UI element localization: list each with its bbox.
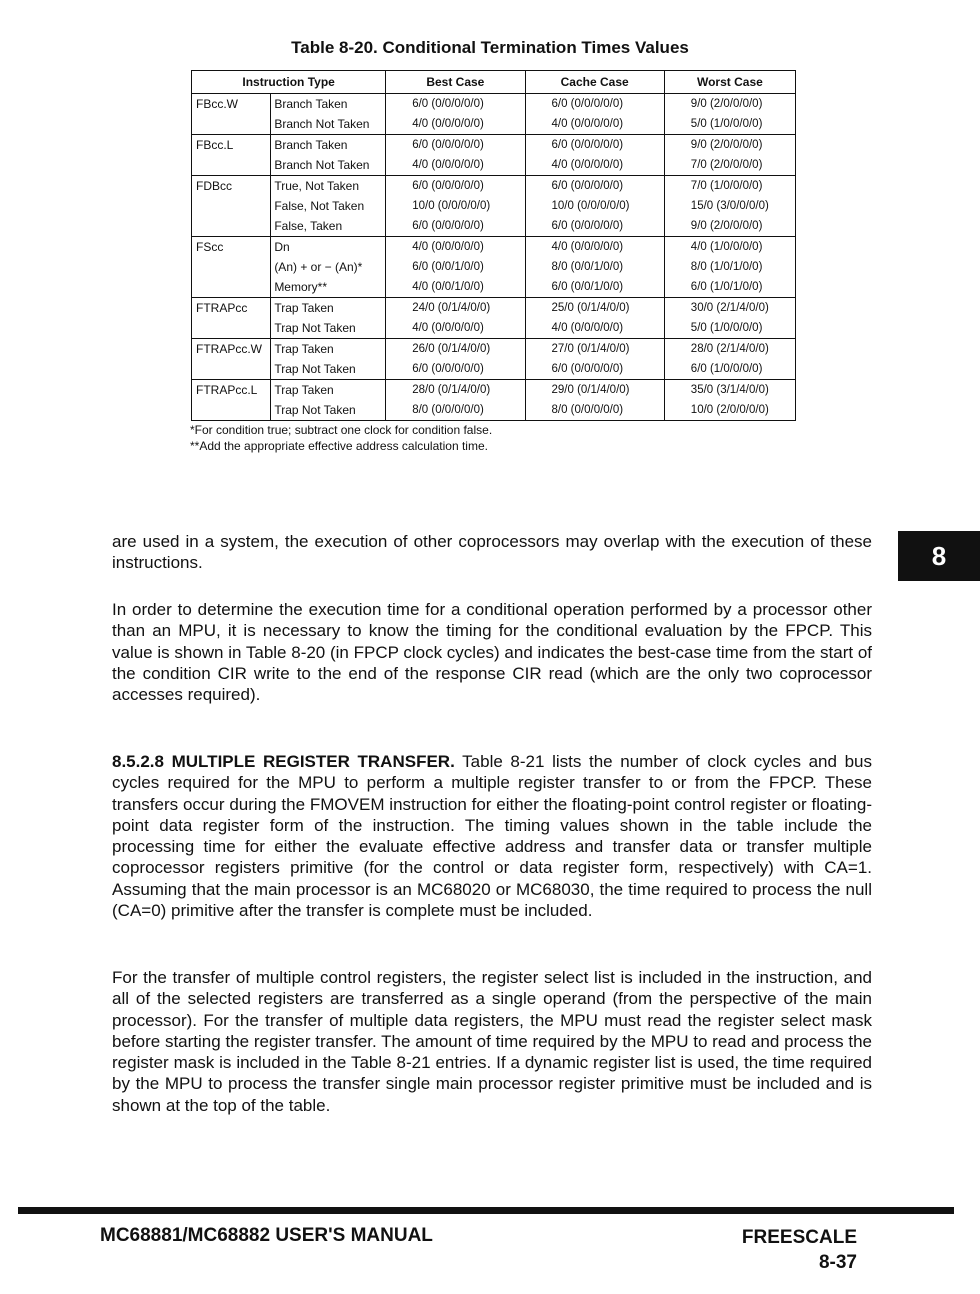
timing-cell: 4/0 (1/0/0/0/0) (664, 237, 795, 258)
table-row (192, 155, 796, 176)
instruction-cell (192, 257, 271, 277)
timing-cell: 27/0 (0/1/4/0/0) (525, 339, 664, 360)
timing-cell: 6/0 (0/0/1/0/0) (386, 257, 525, 277)
condition-cell: Branch Not Taken (271, 114, 386, 135)
timing-cell: 6/0 (0/0/0/0/0) (386, 94, 525, 115)
timing-cell: 6/0 (0/0/0/0/0) (525, 176, 664, 197)
instruction-cell (192, 114, 271, 135)
timing-cell: 28/0 (0/1/4/0/0) (386, 380, 525, 401)
table-row (192, 196, 796, 216)
instruction-cell (192, 196, 271, 216)
table-row (192, 257, 796, 277)
timing-cell: 10/0 (2/0/0/0/0) (664, 400, 795, 421)
table-row (192, 380, 796, 401)
timing-cell: 6/0 (1/0/1/0/0) (664, 277, 795, 298)
condition-cell: False, Not Taken (271, 196, 386, 216)
header-instruction-type: Instruction Type (192, 71, 386, 94)
table-row (192, 359, 796, 380)
page-number: 8-37 (818, 1252, 857, 1273)
table-row (192, 114, 796, 135)
footnote-1: *For condition true; subtract one clock for condition false. (190, 423, 493, 437)
paragraph-3-text: Table 8-21 lists the number of clock cycles and bus cycles required for the MPU to perform a multiple register transfer to or from the FPCP. These transfers occur during the FMOVEM instruction for either the floating-point control register or floating-point data register form of the instruction. The timing values shown in the table include the processing time for either the evaluate effective address and transfer data or transfer multiple coprocessor registers primitive (for the control or data register form, respectively) with CA=1. Assuming that the main processor is an MC68020 or MC68030, the time required to process the null (CA=0) primitive after the transfer is complete must be included. (112, 752, 873, 921)
timing-cell: 8/0 (0/0/0/0/0) (386, 400, 525, 421)
timing-cell: 6/0 (0/0/0/0/0) (525, 359, 664, 380)
timing-cell: 8/0 (0/0/1/0/0) (525, 257, 664, 277)
instruction-cell (192, 216, 271, 237)
paragraph-2: In order to determine the execution time for a conditional operation performed by a processor other than an MPU, it is necessary to know the timing for the conditional evaluation by the FPCP. This value is shown in Table 8-20 (in FPCP clock cycles) and indicates the best-case time from the start of the condition CIR write to the end of the response CIR read (which are the only two coprocessor accesses required). (112, 600, 872, 705)
table-row (192, 176, 796, 197)
timing-cell: 15/0 (3/0/0/0/0) (664, 196, 795, 216)
condition-cell: Trap Taken (271, 298, 386, 319)
condition-cell: Branch Not Taken (271, 155, 386, 176)
brand-name: FREESCALE (741, 1227, 857, 1248)
instruction-cell: FBcc.L (192, 135, 271, 156)
chapter-tab: 8 (898, 531, 980, 581)
condition-cell: Trap Not Taken (271, 318, 386, 339)
table-row (192, 216, 796, 237)
timing-cell: 10/0 (0/0/0/0/0) (525, 196, 664, 216)
timing-cell: 24/0 (0/1/4/0/0) (386, 298, 525, 319)
timing-cell: 35/0 (3/1/4/0/0) (664, 380, 795, 401)
table-row (192, 94, 796, 115)
table-row (192, 237, 796, 258)
timing-cell: 28/0 (2/1/4/0/0) (664, 339, 795, 360)
table-row (192, 318, 796, 339)
section-heading: 8.5.2.8 MULTIPLE REGISTER TRANSFER. (112, 752, 455, 771)
table-row (192, 400, 796, 421)
timing-cell: 6/0 (0/0/0/0/0) (525, 94, 664, 115)
timing-cell: 4/0 (0/0/1/0/0) (386, 277, 525, 298)
instruction-cell (192, 277, 271, 298)
timing-cell: 6/0 (0/0/1/0/0) (525, 277, 664, 298)
instruction-cell: FTRAPcc.L (192, 380, 271, 401)
timing-cell: 4/0 (0/0/0/0/0) (386, 114, 525, 135)
timing-cell: 4/0 (0/0/0/0/0) (525, 155, 664, 176)
table-row (192, 277, 796, 298)
timing-cell: 6/0 (0/0/0/0/0) (525, 135, 664, 156)
condition-cell: True, Not Taken (271, 176, 386, 197)
table-row (192, 135, 796, 156)
header-cache-case: Cache Case (525, 71, 664, 94)
instruction-cell: FBcc.W (192, 94, 271, 115)
instruction-cell: FScc (192, 237, 271, 258)
instruction-cell (192, 318, 271, 339)
instruction-cell (192, 400, 271, 421)
paragraph-1: are used in a system, the execution of other coprocessors may overlap with the execution of these instructions. (112, 532, 872, 573)
termination-times-table (191, 70, 796, 421)
timing-cell: 4/0 (0/0/0/0/0) (386, 237, 525, 258)
instruction-cell (192, 155, 271, 176)
condition-cell: (An) + or − (An)* (271, 257, 386, 277)
footnote-2: **Add the appropriate effective address calculation time. (190, 439, 488, 453)
timing-cell: 5/0 (1/0/0/0/0) (664, 114, 795, 135)
footer-right (740, 1225, 857, 1275)
header-worst-case: Worst Case (664, 71, 795, 94)
timing-cell: 6/0 (0/0/0/0/0) (386, 216, 525, 237)
paragraph-4: For the transfer of multiple control registers, the register select list is included in the instruction, and all of the selected registers are transferred as a single operand (from the perspective of the main processor). For the transfer of multiple data registers, the MPU must read the register select mask before starting the register transfer. The amount of time required by the MPU to read and process the register mask is included in the Table 8-21 entries. If a dynamic register list is used, the time required by the MPU to process the transfer single main processor register primitive must be included and is shown at the top of the table. (112, 968, 872, 1115)
timing-cell: 6/0 (1/0/0/0/0) (664, 359, 795, 380)
table-title: Table 8-20. Conditional Termination Times Values (291, 38, 689, 57)
timing-cell: 30/0 (2/1/4/0/0) (664, 298, 795, 319)
condition-cell: Trap Not Taken (271, 400, 386, 421)
timing-cell: 4/0 (0/0/0/0/0) (525, 318, 664, 339)
condition-cell: Branch Taken (271, 135, 386, 156)
timing-cell: 25/0 (0/1/4/0/0) (525, 298, 664, 319)
timing-cell: 4/0 (0/0/0/0/0) (386, 155, 525, 176)
timing-cell: 6/0 (0/0/0/0/0) (525, 216, 664, 237)
timing-cell: 4/0 (0/0/0/0/0) (525, 114, 664, 135)
timing-cell: 4/0 (0/0/0/0/0) (525, 237, 664, 258)
table-body (192, 94, 796, 421)
instruction-cell: FDBcc (192, 176, 271, 197)
table-row (192, 298, 796, 319)
timing-cell: 29/0 (0/1/4/0/0) (525, 380, 664, 401)
condition-cell: False, Taken (271, 216, 386, 237)
timing-cell: 8/0 (1/0/1/0/0) (664, 257, 795, 277)
timing-cell: 4/0 (0/0/0/0/0) (386, 318, 525, 339)
timing-cell: 5/0 (1/0/0/0/0) (664, 318, 795, 339)
timing-cell: 9/0 (2/0/0/0/0) (664, 216, 795, 237)
instruction-cell (192, 359, 271, 380)
condition-cell: Trap Taken (271, 339, 386, 360)
manual-title: MC68881/MC68882 USER'S MANUAL (100, 1225, 433, 1246)
timing-cell: 6/0 (0/0/0/0/0) (386, 135, 525, 156)
timing-cell: 9/0 (2/0/0/0/0) (664, 135, 795, 156)
timing-cell: 6/0 (0/0/0/0/0) (386, 176, 525, 197)
timing-cell: 26/0 (0/1/4/0/0) (386, 339, 525, 360)
header-best-case: Best Case (386, 71, 525, 94)
timing-cell: 9/0 (2/0/0/0/0) (664, 94, 795, 115)
condition-cell: Memory** (271, 277, 386, 298)
footer-rule (18, 1207, 954, 1214)
table-row (192, 339, 796, 360)
condition-cell: Trap Taken (271, 380, 386, 401)
timing-cell: 8/0 (0/0/0/0/0) (525, 400, 664, 421)
condition-cell: Trap Not Taken (271, 359, 386, 380)
instruction-cell: FTRAPcc.W (192, 339, 271, 360)
paragraph-3 (112, 751, 872, 921)
table-header-row (192, 71, 796, 94)
timing-cell: 10/0 (0/0/0/0/0) (386, 196, 525, 216)
timing-cell: 7/0 (1/0/0/0/0) (664, 176, 795, 197)
timing-cell: 6/0 (0/0/0/0/0) (386, 359, 525, 380)
condition-cell: Branch Taken (271, 94, 386, 115)
timing-cell: 7/0 (2/0/0/0/0) (664, 155, 795, 176)
instruction-cell: FTRAPcc (192, 298, 271, 319)
condition-cell: Dn (271, 237, 386, 258)
